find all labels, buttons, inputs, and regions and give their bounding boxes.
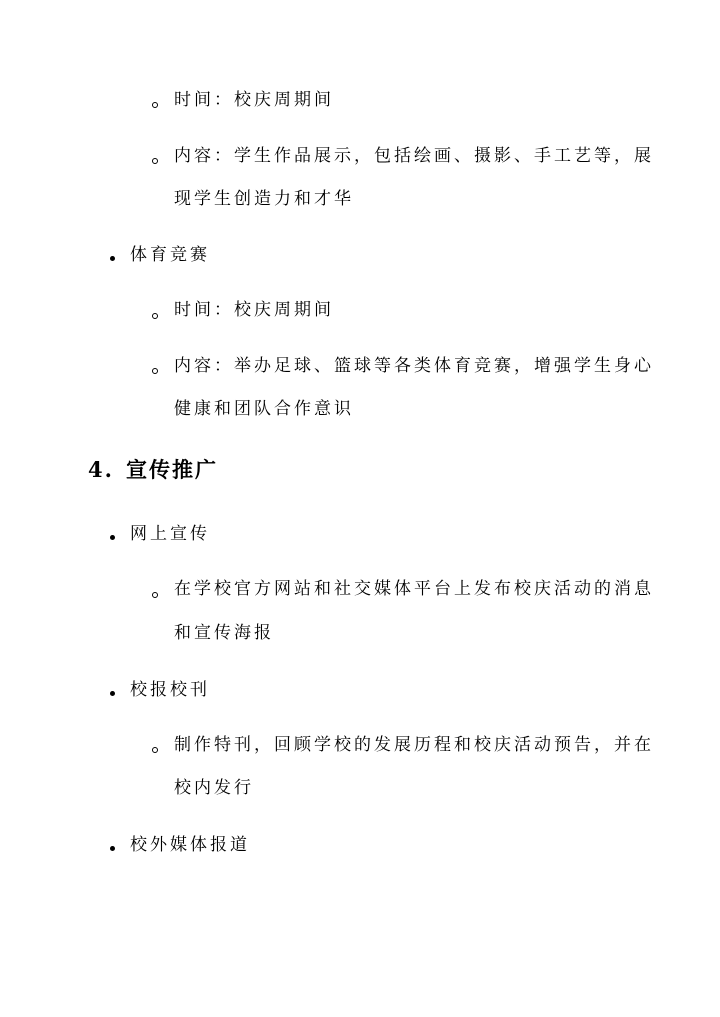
sub-bullet-icon <box>152 368 158 374</box>
media-coverage-title: 校外媒体报道 <box>130 835 250 855</box>
sports-content-text-line1: 内容：举办足球、篮球等各类体育竞赛，增强学生身心 <box>174 356 654 376</box>
sports-time-text: 时间：校庆周期间 <box>174 300 334 320</box>
online-promo-title: 网上宣传 <box>130 524 210 544</box>
sports-title-text: 体育竞赛 <box>130 245 210 265</box>
section-number: 4. <box>88 457 114 482</box>
online-promo-desc-line2: 和宣传海报 <box>174 623 274 643</box>
newspaper-title: 校报校刊 <box>130 680 210 700</box>
online-promo-desc-line1: 在学校官方网站和社交媒体平台上发布校庆活动的消息 <box>174 579 654 599</box>
sub-bullet-icon <box>152 313 158 319</box>
art-content-text-line1: 内容：学生作品展示，包括绘画、摄影、手工艺等，展 <box>174 146 654 166</box>
sub-bullet-icon <box>152 102 158 108</box>
sub-bullet-icon <box>152 592 158 598</box>
bullet-icon <box>110 256 115 261</box>
bullet-icon <box>110 846 115 851</box>
art-time-text: 时间：校庆周期间 <box>174 90 334 110</box>
sports-content-text-line2: 健康和团队合作意识 <box>174 399 354 419</box>
newspaper-desc-line1: 制作特刊，回顾学校的发展历程和校庆活动预告，并在 <box>174 735 654 755</box>
newspaper-desc-line2: 校内发行 <box>174 778 254 798</box>
bullet-icon <box>110 535 115 540</box>
art-content-text-line2: 现学生创造力和才华 <box>174 189 354 209</box>
bullet-icon <box>110 691 115 696</box>
section-heading: 宣传推广 <box>126 457 218 482</box>
sub-bullet-icon <box>152 747 158 753</box>
sub-bullet-icon <box>152 158 158 164</box>
